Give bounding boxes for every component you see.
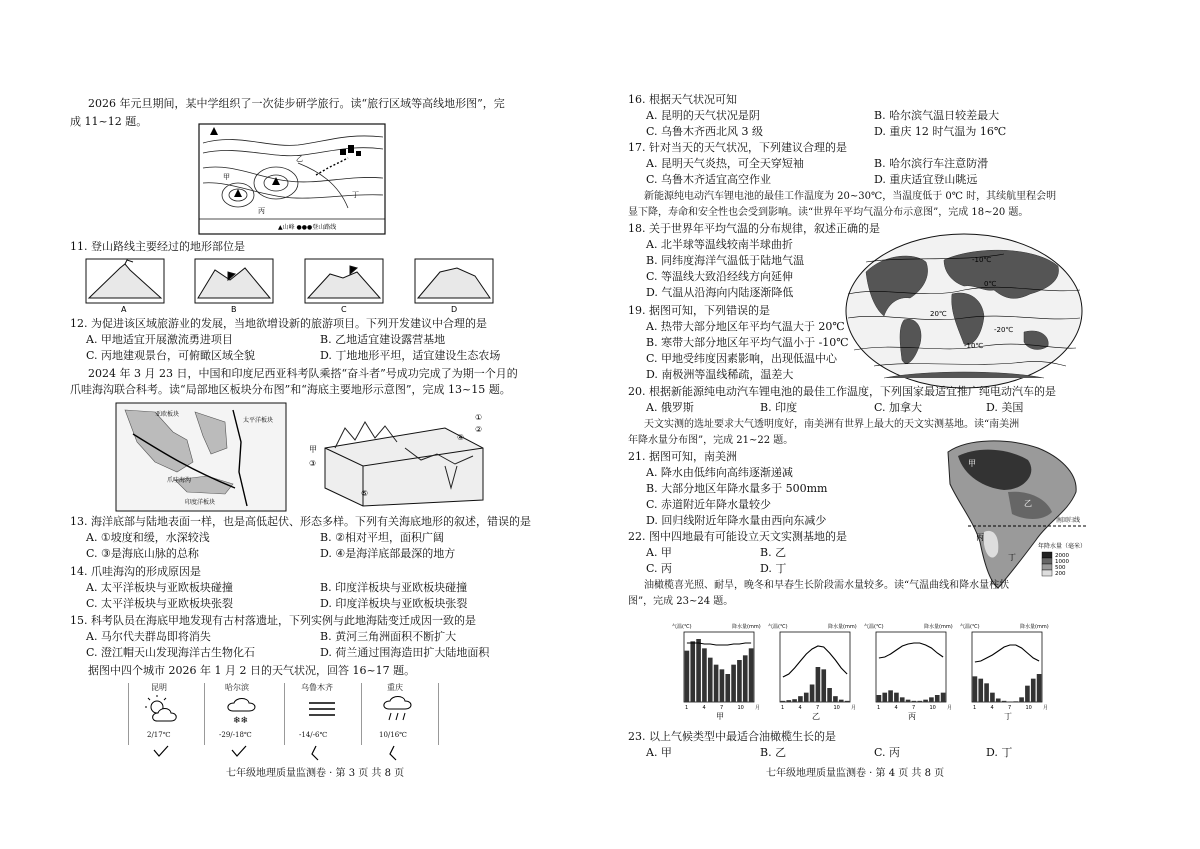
climate-bar-2-6 xyxy=(912,701,917,702)
intro-21-22-cont: 年降水量分布图”，完成 21~22 题。 xyxy=(628,435,794,446)
q13-c[interactable]: C. ③是海底山脉的总称 xyxy=(86,547,199,560)
climate-bar-1-0 xyxy=(781,701,786,702)
intro-11-12: 2026 年元旦期间，某中学组织了一次徒步研学旅行。读“旅行区域等高线地形图”，完 xyxy=(88,97,505,110)
intro-16-17: 据图中四个城市 2026 年 1 月 2 日的天气状况，回答 16~17 题。 xyxy=(88,664,416,677)
q20-d[interactable]: D. 美国 xyxy=(986,401,1024,414)
climate-bar-1-7 xyxy=(821,669,826,702)
climate-chart-label-1: 乙 xyxy=(812,712,820,721)
sa-legend-2000: 2000 xyxy=(1055,553,1069,559)
q23-c[interactable]: C. 丙 xyxy=(874,746,901,759)
climate-bar-2-7 xyxy=(917,701,922,702)
climate-bar-2-5 xyxy=(906,700,911,702)
q13-b[interactable]: B. ②相对平坦，面积广阔 xyxy=(320,531,444,544)
climate-month-tick-2-3: 10 xyxy=(929,705,936,711)
plate-map xyxy=(115,402,287,512)
climate-month-tick-1-1: 4 xyxy=(798,705,802,711)
q17-d[interactable]: D. 重庆适宜登山眺远 xyxy=(874,173,978,186)
intro-21-22: 天文实测的选址要求大气透明度好，南美洲有世界上最大的天文实测基地。读“南美洲 xyxy=(644,419,1020,430)
q18-d[interactable]: D. 气温从沿海向内陆逐渐降低 xyxy=(646,286,794,299)
footer-page-3: 七年级地理质量监测卷 · 第 3 页 共 8 页 xyxy=(226,768,405,779)
iso-label-4: -20℃ xyxy=(994,326,1014,334)
climate-left-axis-label-1: 气温(℃) xyxy=(768,624,788,630)
sa-legend-title: 年降水量（毫米） xyxy=(1038,543,1087,550)
climate-month-tick-0-4: 月 xyxy=(755,705,761,711)
climate-bar-0-10 xyxy=(743,655,748,702)
intro-13-15-cont: 爪哇海沟联合科考。读“局部地区板块分布图”和“海底主要地形示意图”，完成 13~15 题。 xyxy=(70,383,511,396)
sa-label-tropic: 南回归线 xyxy=(1056,517,1081,524)
q21: 21. 据图可知，南美洲 xyxy=(628,450,737,463)
map1-legend: ▲山峰 ●●●登山路线 xyxy=(278,224,337,231)
climate-bar-3-8 xyxy=(1019,697,1024,702)
temp-kunming: 2/17℃ xyxy=(147,731,171,739)
fog-icon xyxy=(305,697,341,721)
q15-d[interactable]: D. 荷兰通过围海造田扩大陆地面积 xyxy=(320,646,490,659)
label-jia-seafloor: 甲 xyxy=(309,445,317,454)
climate-bar-0-1 xyxy=(690,641,695,702)
intro-23-24-cont: 图”，完成 23~24 题。 xyxy=(628,596,734,607)
q11-option-a[interactable]: A xyxy=(121,305,127,314)
climate-bar-1-8 xyxy=(827,688,832,702)
climate-bar-1-5 xyxy=(810,685,815,703)
q23-b[interactable]: B. 乙 xyxy=(760,746,787,759)
q14-a[interactable]: A. 太平洋板块与亚欧板块碰撞 xyxy=(86,581,233,594)
sa-legend-1000: 1000 xyxy=(1055,559,1069,565)
climate-bar-0-9 xyxy=(737,660,742,702)
climate-bar-3-2 xyxy=(984,683,989,702)
q11: 11. 登山路线主要经过的地形部位是 xyxy=(70,240,245,253)
intro-11-12-cont: 成 11~12 题。 xyxy=(70,115,148,128)
temp-harbin: -29/-18℃ xyxy=(219,731,252,739)
label-circle-3: ③ xyxy=(309,459,317,468)
climate-bar-1-4 xyxy=(804,693,809,702)
climate-bar-0-11 xyxy=(749,648,754,702)
q19: 19. 据图可知，下列错误的是 xyxy=(628,304,770,317)
climate-month-tick-2-2: 7 xyxy=(912,705,916,711)
q14-d[interactable]: D. 印度洋板块与亚欧板块张裂 xyxy=(320,597,468,610)
q17-b[interactable]: B. 哈尔滨行车注意防滑 xyxy=(874,157,989,170)
climate-frame-2 xyxy=(876,632,946,702)
q12-a[interactable]: A. 甲地适宜开展激流勇进项目 xyxy=(86,333,233,346)
q17-a[interactable]: A. 昆明天气炎热，可全天穿短袖 xyxy=(646,157,804,170)
climate-bar-0-2 xyxy=(696,639,701,702)
place-jia: 甲 xyxy=(223,173,230,181)
climate-bar-0-6 xyxy=(720,669,725,702)
contour-map xyxy=(198,123,386,235)
partly-cloudy-icon xyxy=(143,695,183,725)
climate-bar-2-4 xyxy=(900,697,905,702)
q13-d[interactable]: D. ④是海洋底部最深的地方 xyxy=(320,547,456,560)
q15-b[interactable]: B. 黄河三角洲面积不断扩大 xyxy=(320,630,457,643)
q20-b[interactable]: B. 印度 xyxy=(760,401,798,414)
q12-c[interactable]: C. 丙地建观景台，可俯瞰区域全貌 xyxy=(86,349,256,362)
label-circle-4: ④ xyxy=(457,433,465,442)
city-harbin: 哈尔滨 xyxy=(225,683,249,692)
climate-month-tick-1-3: 10 xyxy=(833,705,840,711)
intro-23-24: 油橄榄喜光照、耐旱，晚冬和早春生长阶段需水量较多。读“气温曲线和降水量柱状 xyxy=(644,580,1010,591)
climate-bar-2-3 xyxy=(894,693,899,702)
rain-icon xyxy=(379,693,419,725)
q19-c[interactable]: C. 甲地受纬度因素影响，出现低温中心 xyxy=(646,352,838,365)
q18: 18. 关于世界年平均气温的分布规律，叙述正确的是 xyxy=(628,222,880,235)
climate-right-axis-label-2: 降水量(mm) xyxy=(924,624,953,630)
sa-legend-200: 200 xyxy=(1055,571,1066,577)
climate-bar-2-10 xyxy=(935,695,940,702)
climate-left-axis-label-3: 气温(℃) xyxy=(960,624,980,630)
q11-option-d[interactable]: D xyxy=(451,305,458,314)
label-pacific-plate: 太平洋板块 xyxy=(243,417,274,424)
climate-bar-3-4 xyxy=(996,699,1001,703)
q23: 23. 以上气候类型中最适合油橄榄生长的是 xyxy=(628,730,836,743)
snow-icon xyxy=(223,695,263,725)
sa-label-bing: 丙 xyxy=(976,533,984,542)
q14-c[interactable]: C. 太平洋板块与亚欧板块张裂 xyxy=(86,597,234,610)
q12: 12. 为促进该区域旅游业的发展，当地欲增设新的旅游项目。下列开发建议中合理的是 xyxy=(70,317,487,330)
sa-legend-500: 500 xyxy=(1055,565,1066,571)
climate-bar-3-5 xyxy=(1002,701,1007,702)
q16-b[interactable]: B. 哈尔滨气温日较差最大 xyxy=(874,109,1000,122)
q16-a[interactable]: A. 昆明的天气状况是阴 xyxy=(646,109,760,122)
q13: 13. 海洋底部与陆地表面一样，也是高低起伏、形态多样。下列有关海底地形的叙述，错误的是 xyxy=(70,515,531,528)
climate-bar-0-3 xyxy=(702,648,707,702)
q20-a[interactable]: A. 俄罗斯 xyxy=(646,401,694,414)
climate-bar-3-9 xyxy=(1025,686,1030,702)
climate-bar-1-10 xyxy=(839,700,844,702)
q21-c[interactable]: C. 赤道附近年降水量较少 xyxy=(646,498,772,511)
climate-bar-1-1 xyxy=(786,700,791,702)
climate-bar-3-7 xyxy=(1013,701,1018,702)
climate-bar-2-0 xyxy=(877,695,882,702)
sa-label-yi: 乙 xyxy=(1024,499,1032,508)
climate-right-axis-label-0: 降水量(mm) xyxy=(732,624,761,630)
climate-month-tick-0-2: 7 xyxy=(720,705,724,711)
iso-label-2: 0℃ xyxy=(984,280,997,288)
label-indian-plate: 印度洋板块 xyxy=(185,499,216,506)
climate-chart-label-3: 丁 xyxy=(1004,712,1012,721)
climate-bar-2-9 xyxy=(929,697,934,702)
q14-b[interactable]: B. 印度洋板块与亚欧板块碰撞 xyxy=(320,581,468,594)
q15-c[interactable]: C. 澄江帽天山发现海洋古生物化石 xyxy=(86,646,256,659)
climate-bar-3-10 xyxy=(1031,679,1036,702)
climate-right-axis-label-3: 降水量(mm) xyxy=(1020,624,1049,630)
climate-month-tick-2-4: 月 xyxy=(947,705,953,711)
climate-charts xyxy=(670,616,1050,726)
q22-a[interactable]: A. 甲 xyxy=(646,546,672,559)
city-kunming: 昆明 xyxy=(151,683,167,692)
q12-b[interactable]: B. 乙地适宜建设露营基地 xyxy=(320,333,446,346)
south-america-rainfall-map xyxy=(928,432,1098,592)
climate-month-tick-3-4: 月 xyxy=(1043,705,1049,711)
sa-label-jia: 甲 xyxy=(968,459,976,468)
q19-a[interactable]: A. 热带大部分地区年平均气温大于 20℃ xyxy=(646,320,845,333)
climate-bar-1-3 xyxy=(798,696,803,702)
climate-bar-0-0 xyxy=(685,651,690,702)
city-chongqing: 重庆 xyxy=(387,683,403,692)
city-urumqi: 乌鲁木齐 xyxy=(301,683,333,692)
climate-left-axis-label-0: 气温(℃) xyxy=(672,624,692,630)
climate-month-tick-3-1: 4 xyxy=(990,705,994,711)
climate-month-tick-0-3: 10 xyxy=(737,705,744,711)
q23-d[interactable]: D. 丁 xyxy=(986,746,1013,759)
sa-label-ding: 丁 xyxy=(1008,553,1016,562)
climate-bar-3-11 xyxy=(1037,674,1042,702)
q11-option-b[interactable]: B xyxy=(231,305,237,314)
climate-month-tick-3-0: 1 xyxy=(973,705,977,711)
climate-month-tick-1-4: 月 xyxy=(851,705,857,711)
climate-bar-3-0 xyxy=(973,676,978,702)
q18-a[interactable]: A. 北半球等温线较南半球曲折 xyxy=(646,238,793,251)
label-eurasian-plate: 亚欧板块 xyxy=(155,411,180,418)
q17: 17. 针对当天的天气状况，下列建议合理的是 xyxy=(628,141,847,154)
climate-month-tick-0-0: 1 xyxy=(685,705,689,711)
label-circle-5: ⑤ xyxy=(361,489,369,498)
terrain-sketches xyxy=(85,258,495,314)
climate-bar-2-2 xyxy=(888,690,893,702)
climate-bar-1-11 xyxy=(845,701,850,702)
q11-option-c[interactable]: C xyxy=(341,305,347,314)
climate-month-tick-0-1: 4 xyxy=(702,705,706,711)
q21-d[interactable]: D. 回归线附近年降水量由西向东减少 xyxy=(646,514,827,527)
q22-d[interactable]: D. 丁 xyxy=(760,562,787,575)
q19-b[interactable]: B. 寒带大部分地区年平均气温小于 -10℃ xyxy=(646,336,849,349)
q17-c[interactable]: C. 乌鲁木齐适宜高空作业 xyxy=(646,173,772,186)
intro-18-20-cont: 显下降，寿命和安全性也会受到影响。读“世界年平均气温分布示意图”，完成 18~20 题。 xyxy=(628,207,1029,218)
climate-bar-2-11 xyxy=(941,693,946,702)
temp-chongqing: 10/16℃ xyxy=(379,731,408,739)
q16: 16. 根据天气状况可知 xyxy=(628,93,737,106)
q16-d[interactable]: D. 重庆 12 时气温为 16℃ xyxy=(874,125,1007,138)
iso-label-3: 20℃ xyxy=(930,310,947,318)
label-circle-2: ② xyxy=(475,425,483,434)
place-yi: 乙 xyxy=(296,155,303,163)
q18-c[interactable]: C. 等温线大致沿经线方向延伸 xyxy=(646,270,794,283)
climate-right-axis-label-1: 降水量(mm) xyxy=(828,624,857,630)
intro-18-20: 新能源纯电动汽车锂电池的最佳工作温度为 20~30℃，当温度低于 0℃ 时，其续航里程会明 xyxy=(644,191,1057,202)
wind-symbols xyxy=(128,744,438,762)
climate-bar-0-5 xyxy=(714,665,719,702)
q22-c[interactable]: C. 丙 xyxy=(646,562,673,575)
q15: 15. 科考队员在海底甲地发现有古村落遗址，下列实例与此地海陆变迁成因一致的是 xyxy=(70,614,476,627)
q20-c[interactable]: C. 加拿大 xyxy=(874,401,923,414)
place-ding: 丁 xyxy=(352,191,359,199)
climate-bar-1-2 xyxy=(792,699,797,702)
q23-a[interactable]: A. 甲 xyxy=(646,746,672,759)
climate-bar-1-6 xyxy=(816,667,821,702)
q13-a[interactable]: A. ①坡度和缓，水深较浅 xyxy=(86,531,210,544)
climate-bar-3-3 xyxy=(990,693,995,702)
iso-label-5: -10℃ xyxy=(964,342,984,350)
climate-bar-2-8 xyxy=(923,700,928,702)
label-circle-1: ① xyxy=(475,413,483,422)
climate-bar-0-8 xyxy=(731,665,736,702)
climate-bar-3-1 xyxy=(978,679,983,702)
svg-text:❄❄: ❄❄ xyxy=(233,716,249,725)
climate-month-tick-1-0: 1 xyxy=(781,705,785,711)
q18-b[interactable]: B. 同纬度海洋气温低于陆地气温 xyxy=(646,254,805,267)
seafloor-diagram xyxy=(305,408,485,508)
world-isotherm-map xyxy=(844,232,1084,390)
q21-a[interactable]: A. 降水由低纬向高纬逐渐递减 xyxy=(646,466,793,479)
q14: 14. 爪哇海沟的形成原因是 xyxy=(70,565,201,578)
place-bing: 丙 xyxy=(258,207,265,215)
label-java-trench: 爪哇海沟 xyxy=(167,477,192,484)
temp-urumqi: -14/-6℃ xyxy=(299,731,328,739)
climate-month-tick-2-0: 1 xyxy=(877,705,881,711)
q22: 22. 图中四地最有可能设立天文实测基地的是 xyxy=(628,530,847,543)
climate-month-tick-3-2: 7 xyxy=(1008,705,1012,711)
q22-b[interactable]: B. 乙 xyxy=(760,546,787,559)
climate-left-axis-label-2: 气温(℃) xyxy=(864,624,884,630)
climate-bar-0-7 xyxy=(725,674,730,702)
intro-13-15: 2024 年 3 月 23 日，中国和印度尼西亚科考队乘搭“奋斗者”号成功完成了为期一个月的 xyxy=(88,367,518,380)
q21-b[interactable]: B. 大部分地区年降水量多于 500mm xyxy=(646,482,828,495)
climate-bar-3-6 xyxy=(1008,702,1013,703)
climate-chart-label-2: 丙 xyxy=(908,712,916,721)
q12-d[interactable]: D. 丁地地形平坦，适宜建设生态农场 xyxy=(320,349,501,362)
iso-label-1: -10℃ xyxy=(972,256,992,264)
climate-month-tick-1-2: 7 xyxy=(816,705,820,711)
weather-panel xyxy=(128,683,439,745)
q19-d[interactable]: D. 南极洲等温线稀疏，温差大 xyxy=(646,368,794,381)
climate-bar-2-1 xyxy=(882,693,887,702)
climate-bar-0-4 xyxy=(708,658,713,702)
climate-month-tick-2-1: 4 xyxy=(894,705,898,711)
climate-bar-1-9 xyxy=(833,696,838,702)
footer-page-4: 七年级地理质量监测卷 · 第 4 页 共 8 页 xyxy=(766,768,945,779)
climate-chart-label-0: 甲 xyxy=(716,712,724,721)
q16-c[interactable]: C. 乌鲁木齐西北风 3 级 xyxy=(646,125,764,138)
q20: 20. 根据新能源纯电动汽车锂电池的最佳工作温度，下列国家最适宜推广纯电动汽车的是 xyxy=(628,385,1056,398)
q15-a[interactable]: A. 马尔代夫群岛即将消失 xyxy=(86,630,211,643)
climate-frame-1 xyxy=(780,632,850,702)
climate-month-tick-3-3: 10 xyxy=(1025,705,1032,711)
page-4 xyxy=(600,0,1200,849)
